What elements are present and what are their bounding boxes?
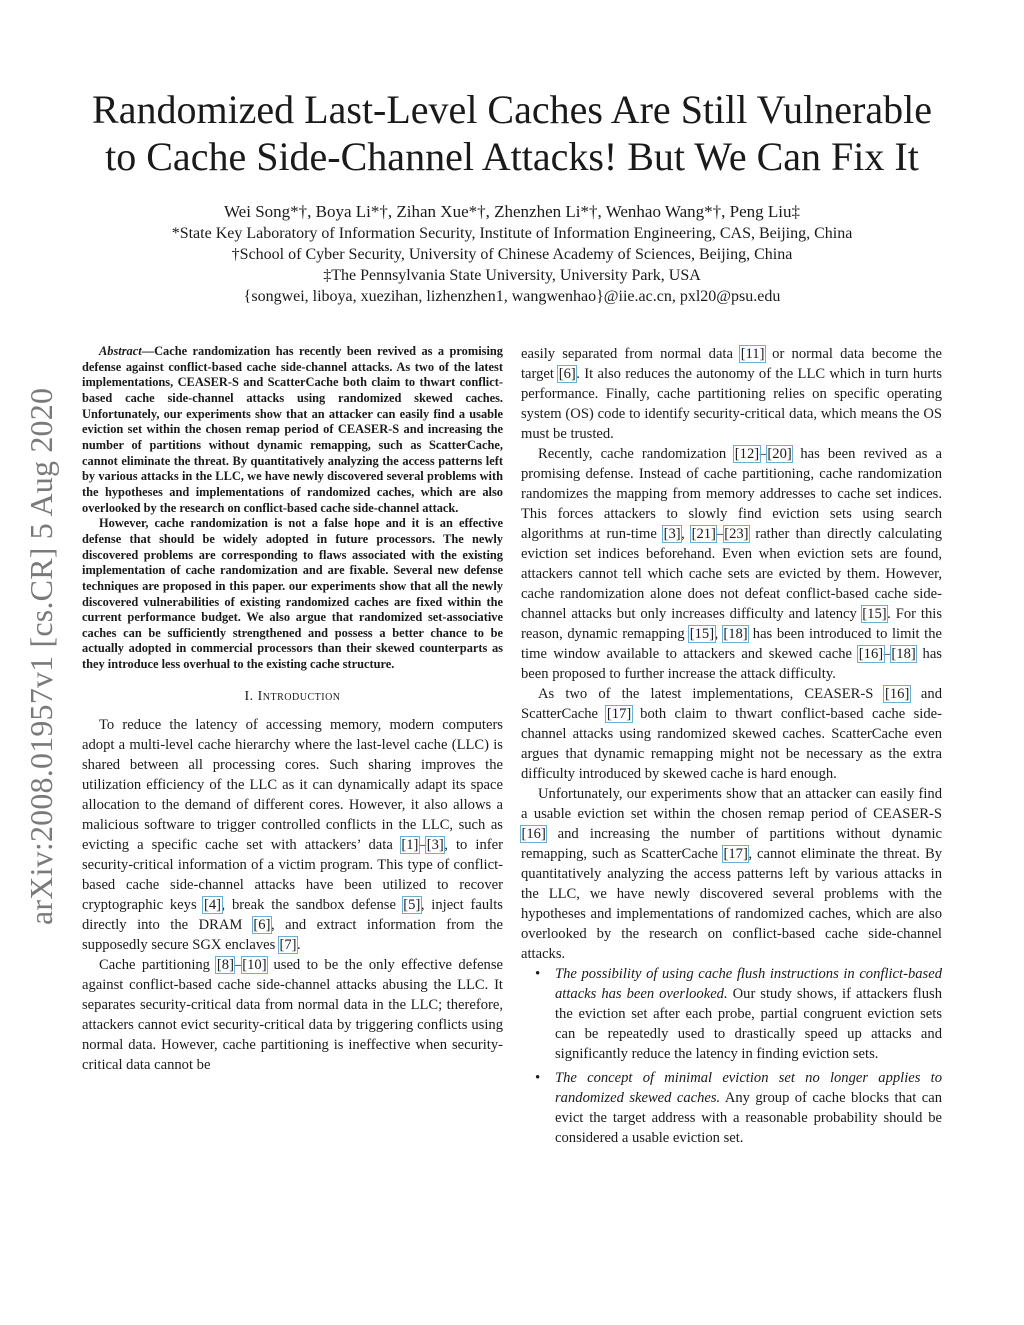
right-column bbox=[521, 344, 942, 1152]
citation-link[interactable]: [17] bbox=[606, 706, 632, 722]
intro-paragraph-3: Recently, cache randomization [12]–[20] has been revived as a promising defense. Instead of cache partitioning, cache randomization randomizes the mapping from memory addresses to cache set indices. This forces attackers to slowly find eviction sets using search algorithms at run-time [3], [21]–[23] rather than directly calculating eviction set indices beforehand. Even when eviction sets are found, attackers cannot tell which cache sets are evicted by them. However, cache randomization alone does not defeat conflict-based cache side-channel attacks but only increases difficulty and latency [15]. For this reason, dynamic remapping [15], [18] has been introduced to limit the time window available to attackers and skewed cache [16]–[18] has been proposed to further increase the attack difficulty. bbox=[521, 446, 943, 682]
affiliation-1: *State Key Laboratory of Information Security, Institute of Information Engineering, CAS, Beijing, China bbox=[171, 225, 853, 242]
finding-item bbox=[555, 964, 942, 1064]
findings-list bbox=[521, 964, 942, 1148]
citation-link[interactable]: [15] bbox=[689, 626, 715, 642]
citation-link[interactable]: [5] bbox=[403, 896, 421, 913]
citation-link[interactable]: [6] bbox=[558, 366, 576, 382]
section-heading bbox=[82, 689, 503, 705]
arxiv-stamp: arXiv:2008.01957v1 [cs.CR] 5 Aug 2020 bbox=[23, 387, 59, 925]
citation-link[interactable]: [4] bbox=[203, 896, 221, 913]
intro-paragraph-2-continued: easily separated from normal data [11] or normal data become the target [6]. It also reduces the autonomy of the LLC which in turn hurts performance. Finally, cache partitioning relies on specific operating system (OS) code to identify security-critical data, which means the OS must be trusted. bbox=[521, 346, 943, 442]
finding-text: Our study shows, if attackers flush the eviction set after each probe, partial congruent eviction sets can be repeatedly used to drastically speed up attacks and significantly reduce the latency in finding eviction sets. bbox=[555, 986, 942, 1062]
citation-link[interactable]: [12] bbox=[734, 446, 760, 462]
citation-link[interactable]: [7] bbox=[279, 936, 297, 953]
section-number: I. bbox=[244, 688, 254, 704]
intro-paragraph-4: As two of the latest implementations, CEASER-S [16] and ScatterCache [17] both claim to thwart conflict-based cache side-channel attacks using randomized skewed caches. ScatterCache even argues that dynamic remapping might not be necessary as the extra difficulty introduced by skewed cache is hard enough. bbox=[521, 686, 942, 782]
citation-link[interactable]: [11] bbox=[740, 346, 765, 362]
abstract-label: Abstract bbox=[99, 344, 142, 358]
intro-body-right bbox=[521, 344, 942, 1148]
intro-paragraph-1: To reduce the latency of accessing memory, modern computers adopt a multi-level cache hierarchy where the last-level cache (LLC) is shared between all processing cores. Such sharing improves the utilization efficiency of the LLC as it can dynamically adapt its space allocation to the demand of different cores. However, it also allows a malicious software to trigger controlled conflicts in the LLC, such as evicting a specific cache set with attackers’ data [1]–[3], to infer security-critical information of a victim program. This type of conflict-based cache side-channel attacks have been utilized to recover cryptographic keys [4], break the sandbox defense [5], inject faults directly into the DRAM [6], and extract information from the supposedly secure SGX enclaves [7]. bbox=[82, 716, 503, 953]
abstract-text-1: —Cache randomization has recently been revived as a promising defense against conflict-based cache side-channel attacks. As two of the latest implementations, CEASER-S and ScatterCache both claim to thwart conflict-based cache side-channel attacks using randomized skewed caches. Unfortunately, our experiments show that an attacker can easily find a usable eviction set within the chosen remap period of CEASER-S and increasing the number of partitions without dynamic remapping, such as ScatterCache, cannot eliminate the threat. By quantitatively analyzing the access patterns left by various attacks in the LLC, we have newly discovered several problems with the hypotheses and implementations of randomized caches, which are also overlooked by the research on conflict-based cache side-channel attack. bbox=[82, 344, 503, 515]
citation-link[interactable]: [3] bbox=[426, 836, 444, 853]
citation-link[interactable]: [16] bbox=[521, 826, 546, 842]
finding-emphasis: The concept of minimal eviction set no longer applies to randomized skewed caches. bbox=[555, 1070, 942, 1106]
citation-link[interactable]: [8] bbox=[216, 956, 234, 973]
citation-link[interactable]: [6] bbox=[253, 916, 271, 933]
abstract-paragraph-1 bbox=[82, 344, 503, 516]
citation-link[interactable]: [3] bbox=[663, 526, 681, 542]
citation-link[interactable]: [17] bbox=[723, 846, 748, 862]
affiliation-2: †School of Cyber Security, University of Chinese Academy of Sciences, Beijing, China bbox=[231, 246, 793, 263]
citation-link[interactable]: [18] bbox=[891, 646, 916, 662]
intro-paragraph-5: Unfortunately, our experiments show that an attacker can easily find a usable eviction set within the chosen remap period of CEASER-S [16] and increasing the number of partitions without dynamic remapping, such as ScatterCache [17], cannot eliminate the threat. By quantitatively analyzing the access patterns left by various attacks in the LLC, we have newly discovered several problems with the hypotheses and implementations of randomized caches, which are also overlooked by the research on conflict-based cache side-channel attacks. bbox=[521, 786, 942, 962]
title-line-2: to Cache Side-Channel Attacks! But We Can Fix It bbox=[105, 134, 919, 179]
author-emails: {songwei, liboya, xuezihan, lizhenzhen1, wangwenhao}@iie.ac.cn, pxl20@psu.edu bbox=[243, 288, 781, 305]
left-column bbox=[82, 344, 503, 1075]
paper-title bbox=[40, 86, 984, 180]
finding-text: Any group of cache blocks that can evict the target address with a reasonable probability should be considered a usable eviction set. bbox=[555, 1090, 942, 1146]
affiliation-3: ‡The Pennsylvania State University, University Park, USA bbox=[323, 267, 701, 284]
citation-link[interactable]: [10] bbox=[242, 956, 267, 973]
intro-body-left bbox=[82, 715, 503, 1075]
citation-link[interactable]: [18] bbox=[723, 626, 748, 642]
author-names: Wei Song*†, Boya Li*†, Zihan Xue*†, Zhenzhen Li*†, Wenhao Wang*†, Peng Liu‡ bbox=[224, 202, 800, 221]
citation-link[interactable]: [16] bbox=[884, 686, 910, 702]
abstract-paragraph-2: However, cache randomization is not a false hope and it is an effective defense that should be widely adopted in future processors. The newly discovered problems are corresponding to flaws associated with the existing implementation of cache randomization and are fixable. Several new defense techniques are proposed in this paper. our experiments show that all the newly discovered vulnerabilities of existing randomized caches are fixed within the current performance budget. We also argue that randomized set-associative caches can be sufficiently strengthened and possess a better chance to be actually adopted in commercial processors than their skewed counterparts as they introduce less overhual to the existing cache structure. bbox=[82, 516, 503, 672]
citation-link[interactable]: [20] bbox=[767, 446, 792, 462]
section-title: Introduction bbox=[257, 688, 341, 704]
citation-link[interactable]: [21] bbox=[691, 526, 716, 542]
citation-link[interactable]: [16] bbox=[858, 646, 884, 662]
author-block bbox=[60, 201, 964, 307]
finding-item bbox=[555, 1068, 942, 1148]
finding-emphasis: The possibility of using cache flush instructions in conflict-based attacks has been overlooked. bbox=[555, 966, 942, 1002]
title-line-1: Randomized Last-Level Caches Are Still Vulnerable bbox=[92, 87, 932, 132]
citation-link[interactable]: [1] bbox=[401, 836, 419, 853]
citation-link[interactable]: [23] bbox=[724, 526, 749, 542]
citation-link[interactable]: [15] bbox=[862, 606, 887, 622]
intro-paragraph-2: Cache partitioning [8]–[10] used to be the only effective defense against conflict-based cache side-channel attacks abusing the LLC. It separates security-critical data from normal data in the LLC; therefore, attackers cannot evict security-critical data by triggering conflicts using normal data. However, cache partitioning is ineffective when security-critical data cannot be bbox=[82, 956, 503, 1073]
abstract bbox=[82, 344, 503, 673]
